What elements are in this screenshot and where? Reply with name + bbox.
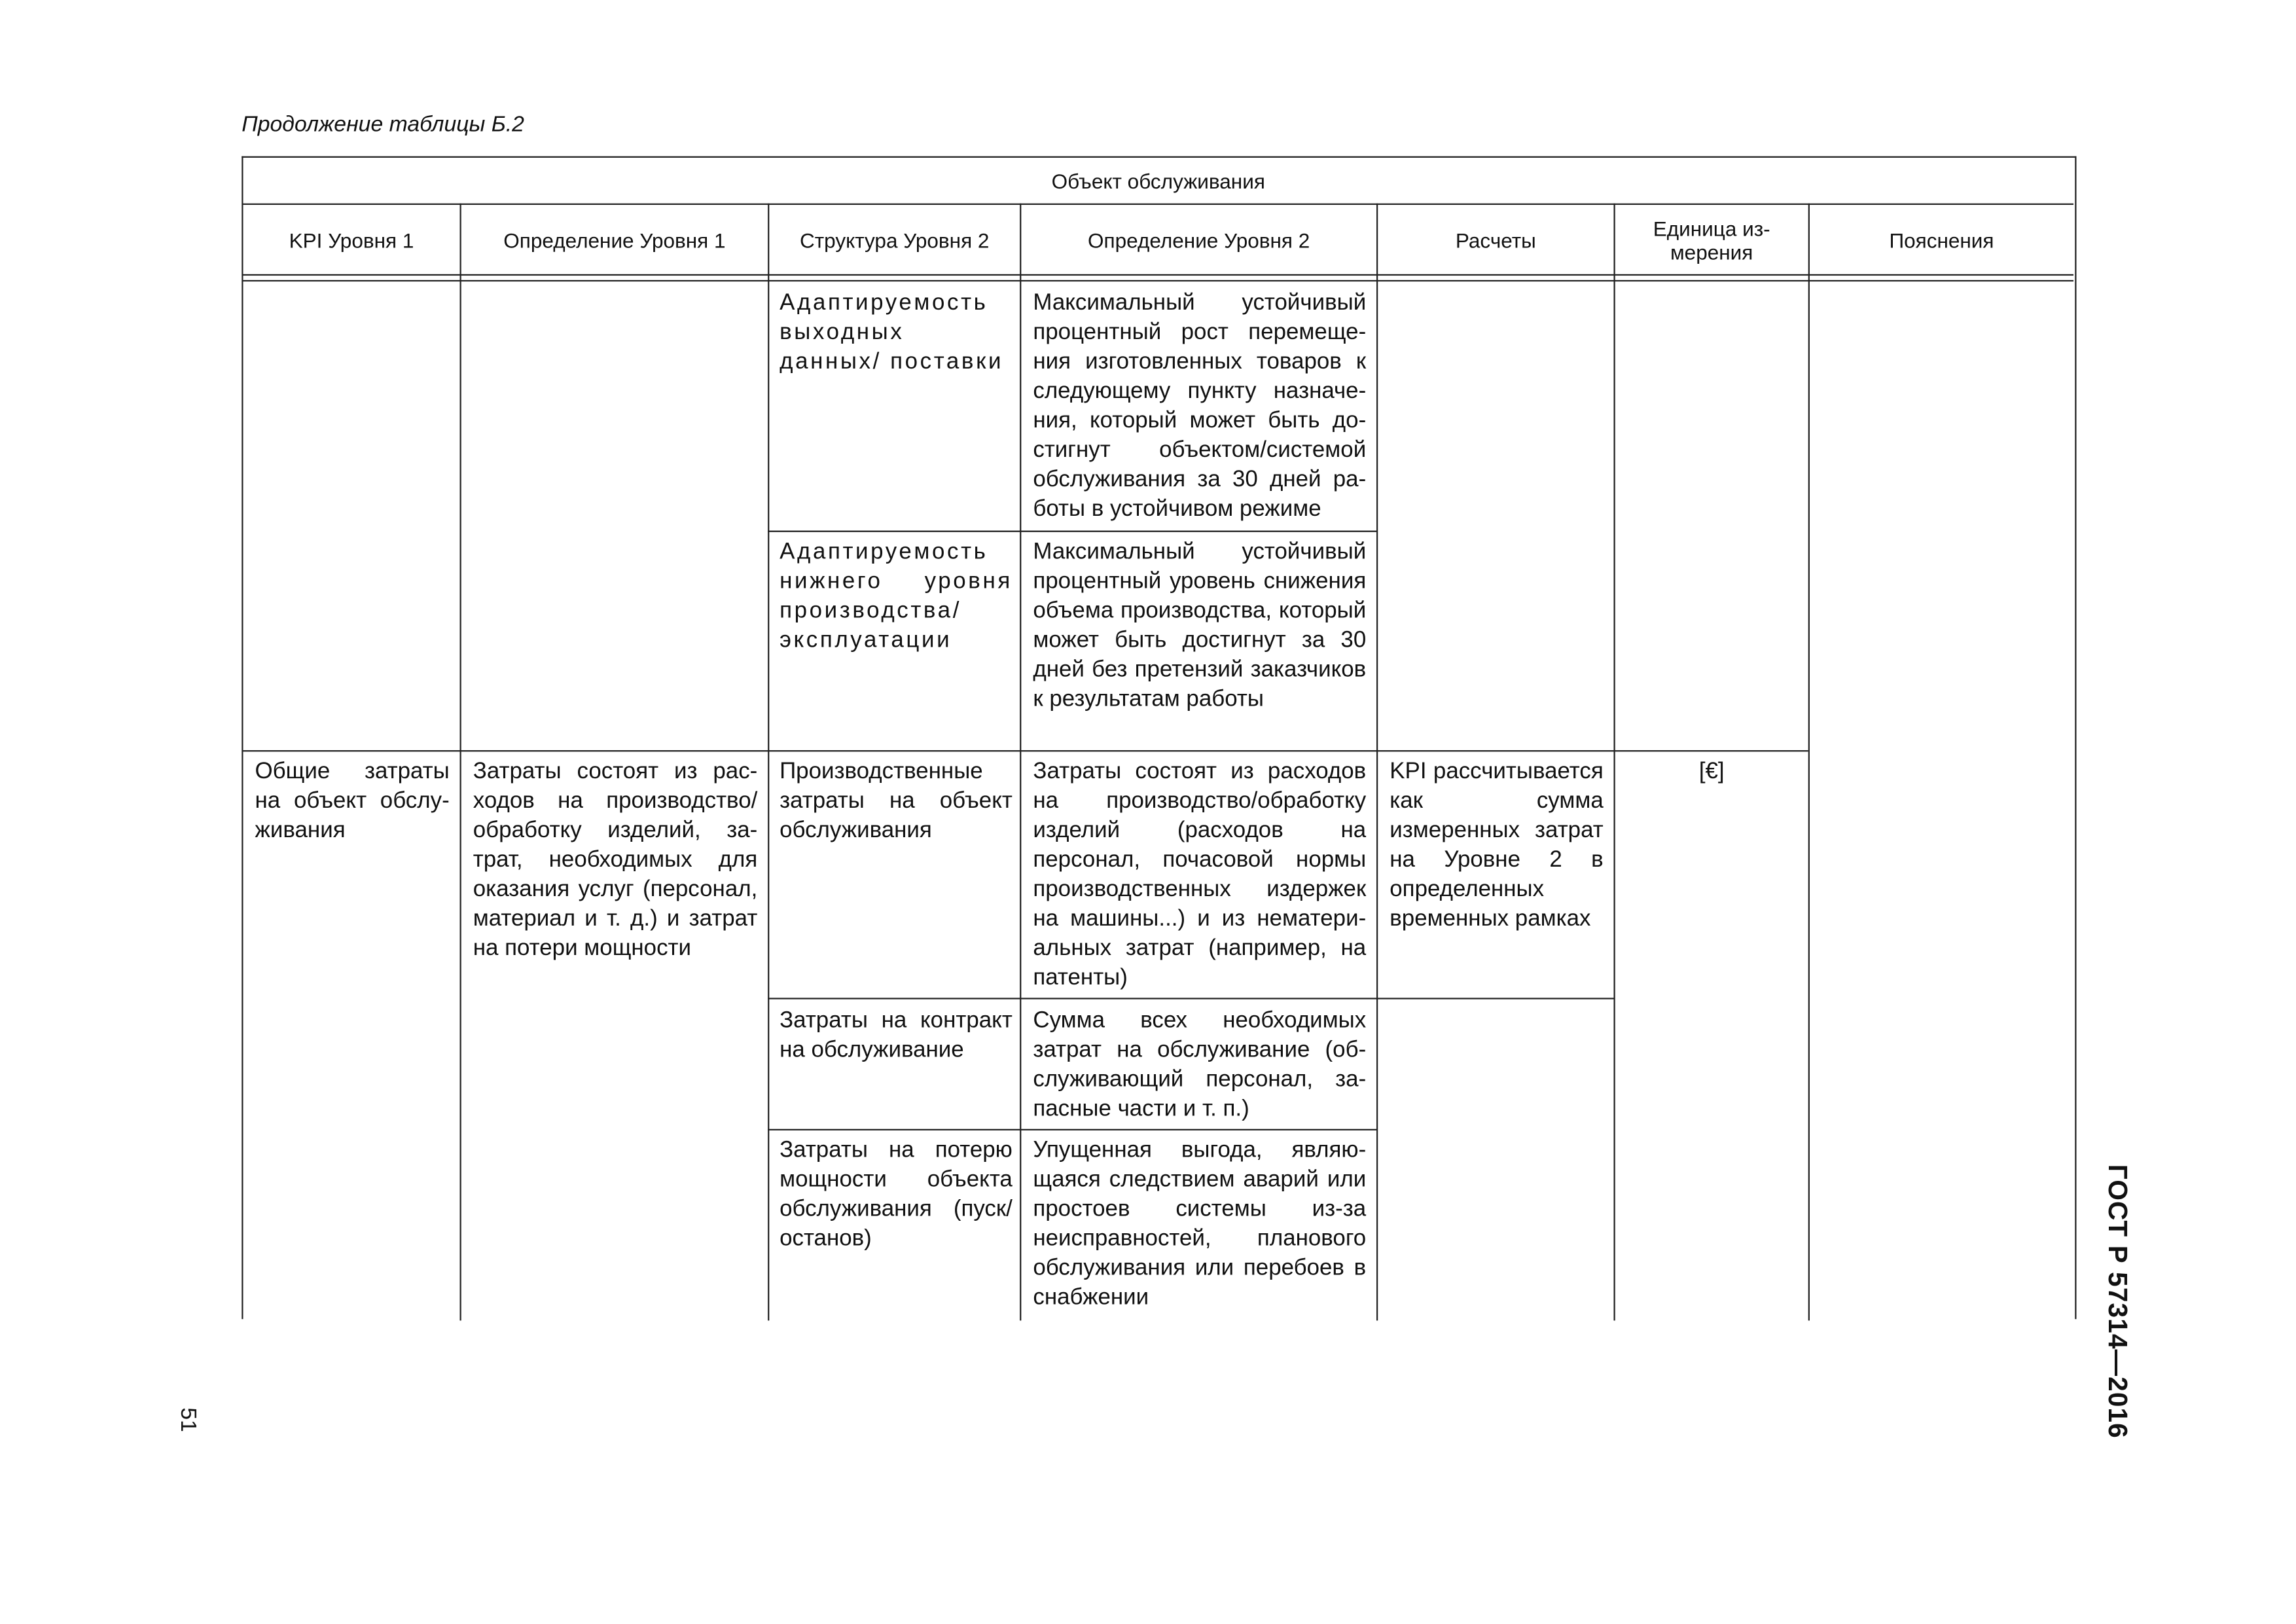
table-cell-definition-l2: Максимальный устойчивый процентный уровень снижения объема производства, который может быть достигнут за 30 дней без претензий заказчиков к результатам работы <box>1033 539 1367 712</box>
table-cell-structure: Адаптируемость выходных данных/ поставки <box>780 290 1004 374</box>
table-cell-structure: Затраты на потерю мощности объекта обслуживания (пуск/останов) <box>780 1138 1013 1252</box>
table-cell-unit: [€] <box>1698 759 1725 784</box>
table-cell-definition-l2: Упущенная выгода, являющаяся следствием аварий или простоев системы из-за неисправностей, планового обслуживания или перебоев в снабжении <box>1033 1138 1367 1310</box>
group-header: Объект обслуживания <box>1051 168 1265 192</box>
col-divider-2 <box>768 204 769 1321</box>
rule-under-headers-2 <box>243 280 2073 281</box>
table-cell-structure: Адаптируемость нижнего уровня производства/ эксплуатации <box>780 539 1013 653</box>
column-header-structure-l2: Структура Уровня 2 <box>799 227 990 251</box>
table-caption: Продолжение таблицы Б.2 <box>242 112 524 137</box>
table-cell-definition-l2: Максимальный устойчивый процентный рост перемещения изготовленных товаров к следующему пункту назначения, который может быть достигнут объектом/системой обслуживания за 30 дней работы в устойчивом режиме <box>1033 290 1367 522</box>
col-divider-6 <box>1808 204 1810 1321</box>
col-divider-4 <box>1376 204 1378 1321</box>
column-header-definition-l2: Определение Уровня 2 <box>1088 227 1310 251</box>
rule-row-2 <box>243 750 1808 751</box>
rule-row-1 <box>768 531 1376 532</box>
col-divider-3 <box>1020 204 1021 1321</box>
data-table <box>242 156 2076 1320</box>
table-cell-definition-l2: Затраты состоят из расходов на производство/обработку изделий (расходов на персонал, почасовой нормы производственных издержек на машины...) и из нематериальных затрат (например, на патенты) <box>1033 759 1367 991</box>
table-cell-calculation: KPI рассчитывается как сумма измеренных затрат на Уровне 2 в определенных временных рамках <box>1390 759 1604 932</box>
column-header-calculations: Расчеты <box>1455 227 1536 251</box>
table-cell-kpi: Общие затраты на объект обслуживания <box>255 759 450 843</box>
table-cell-definition-l2: Сумма всех необходимых затрат на обслуживание (обслуживающий персонал, запасные части и т. п.) <box>1033 1008 1367 1122</box>
column-header-notes: Пояснения <box>1889 227 1994 251</box>
rule-row-3 <box>768 998 1613 999</box>
column-header-kpi: KPI Уровня 1 <box>289 227 414 251</box>
table-cell-structure: Затраты на контракт на обслуживание <box>780 1008 1013 1063</box>
rule-under-headers-1 <box>243 274 2073 276</box>
page-number: 51 <box>175 1407 201 1432</box>
table-cell-structure: Производственные затраты на объект обслуживания <box>780 759 1013 843</box>
column-header-unit: Единица из- мерения <box>1653 215 1770 263</box>
rule-row-4 <box>768 1129 1376 1130</box>
document-code: ГОСТ Р 57314—2016 <box>2103 1164 2133 1439</box>
table-cell-definition-l1: Затраты состоят из расходов на производство/ обработку изделий, затрат, необходимых для оказания услуг (персонал, материал и т. д.) и затрат на потери мощности <box>473 759 758 962</box>
col-divider-1 <box>459 204 461 1321</box>
column-header-definition-l1: Определение Уровня 1 <box>503 227 726 251</box>
